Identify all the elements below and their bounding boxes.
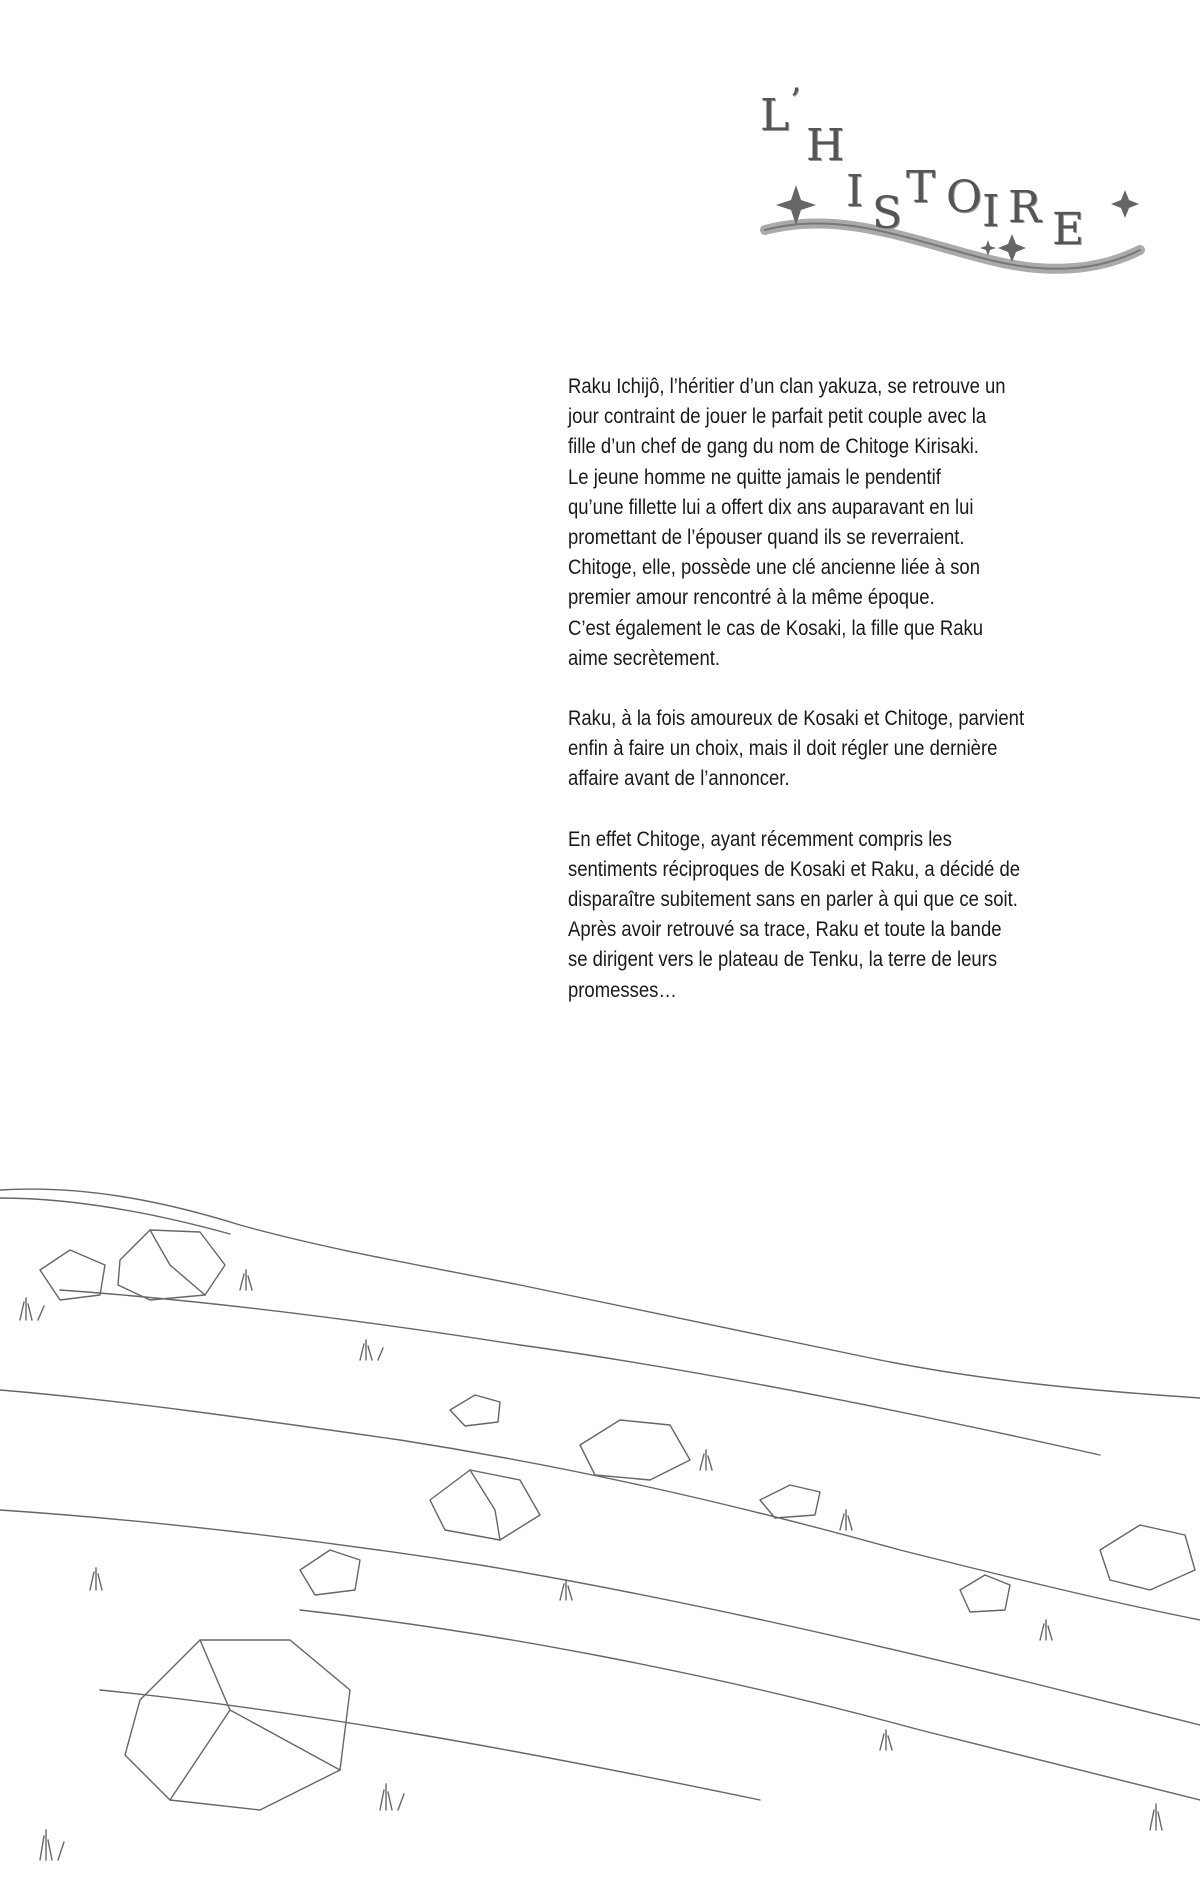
summary-paragraph: En effet Chitoge, ayant récemment compris les sentiments réciproques de Kosaki et Raku, a décidé de disparaître subitement sans en parler à qui que ce soit. Après avoir retrouvé sa trace, Raku et toute la bande se dirigent vers le plateau de Tenku, la terre de leurs promesses… (568, 827, 1021, 1002)
rock (760, 1485, 820, 1518)
grass-tuft (880, 1730, 892, 1750)
rock (125, 1640, 350, 1810)
grass-tuft (240, 1270, 252, 1290)
title-letter: S (872, 188, 903, 239)
rock (450, 1395, 500, 1426)
title-letter: T (906, 162, 936, 213)
title-letter: O (946, 172, 983, 223)
furrow-line (0, 1510, 1200, 1725)
rock (580, 1420, 690, 1480)
story-summary (568, 372, 1096, 1036)
summary-paragraph: Raku Ichijô, l’héritier d’un clan yakuza, se retrouve un jour contraint de jouer le parfait petit couple avec la fille d’un chef de gang du nom de Chitoge Kirisaki. Le jeune homme ne quitte jamais le pendentif qu’une fillette lui a offert dix ans auparavant en lui promettant de l’épouser quand ils se reverraient. Chitoge, elle, possède une clé ancienne liée à son premier amour rencontré à la même époque. C’est également le cas de Kosaki, la fille que Raku aime secrètement. (568, 375, 1006, 670)
grass-tuft (360, 1340, 383, 1360)
rock (960, 1575, 1010, 1612)
grass-tuft (1040, 1620, 1052, 1640)
ridge-line (0, 1189, 1200, 1398)
grass-tuft (40, 1830, 64, 1860)
title-letter: I (846, 166, 864, 217)
title-letter: L (760, 90, 790, 141)
ridge-line (0, 1198, 230, 1234)
furrow-line (100, 1690, 760, 1800)
title-letter: E (1052, 204, 1085, 255)
grass-tuft (700, 1450, 712, 1470)
summary-paragraph: Raku, à la fois amoureux de Kosaki et Chitoge, parvient enfin à faire un choix, mais il doit régler une dernière affaire avant de l’annoncer. (568, 707, 1025, 791)
title-letter: ’ (790, 81, 801, 121)
grass-tuft (380, 1784, 404, 1810)
rock (150, 1230, 205, 1295)
rock (470, 1470, 500, 1540)
title-letter: R (1008, 182, 1042, 233)
rock (200, 1640, 340, 1770)
grass-tuft (1150, 1804, 1162, 1830)
furrow-line (300, 1610, 1200, 1800)
rock (430, 1470, 540, 1540)
furrow-line (60, 1290, 1100, 1455)
grass-tuft (90, 1568, 102, 1590)
rock (1100, 1525, 1195, 1590)
rock (118, 1230, 225, 1300)
title-letter: I (982, 186, 1000, 237)
plateau-landscape-illustration (0, 1170, 1200, 1884)
sparkle-icon (1111, 190, 1139, 218)
furrow-line (0, 1390, 1200, 1620)
rock (170, 1710, 230, 1800)
title-letter: H (806, 120, 845, 171)
grass-tuft (560, 1580, 572, 1600)
title-block (760, 80, 1150, 300)
grass-tuft (840, 1510, 852, 1530)
grass-tuft (20, 1298, 44, 1320)
rock (300, 1550, 360, 1595)
